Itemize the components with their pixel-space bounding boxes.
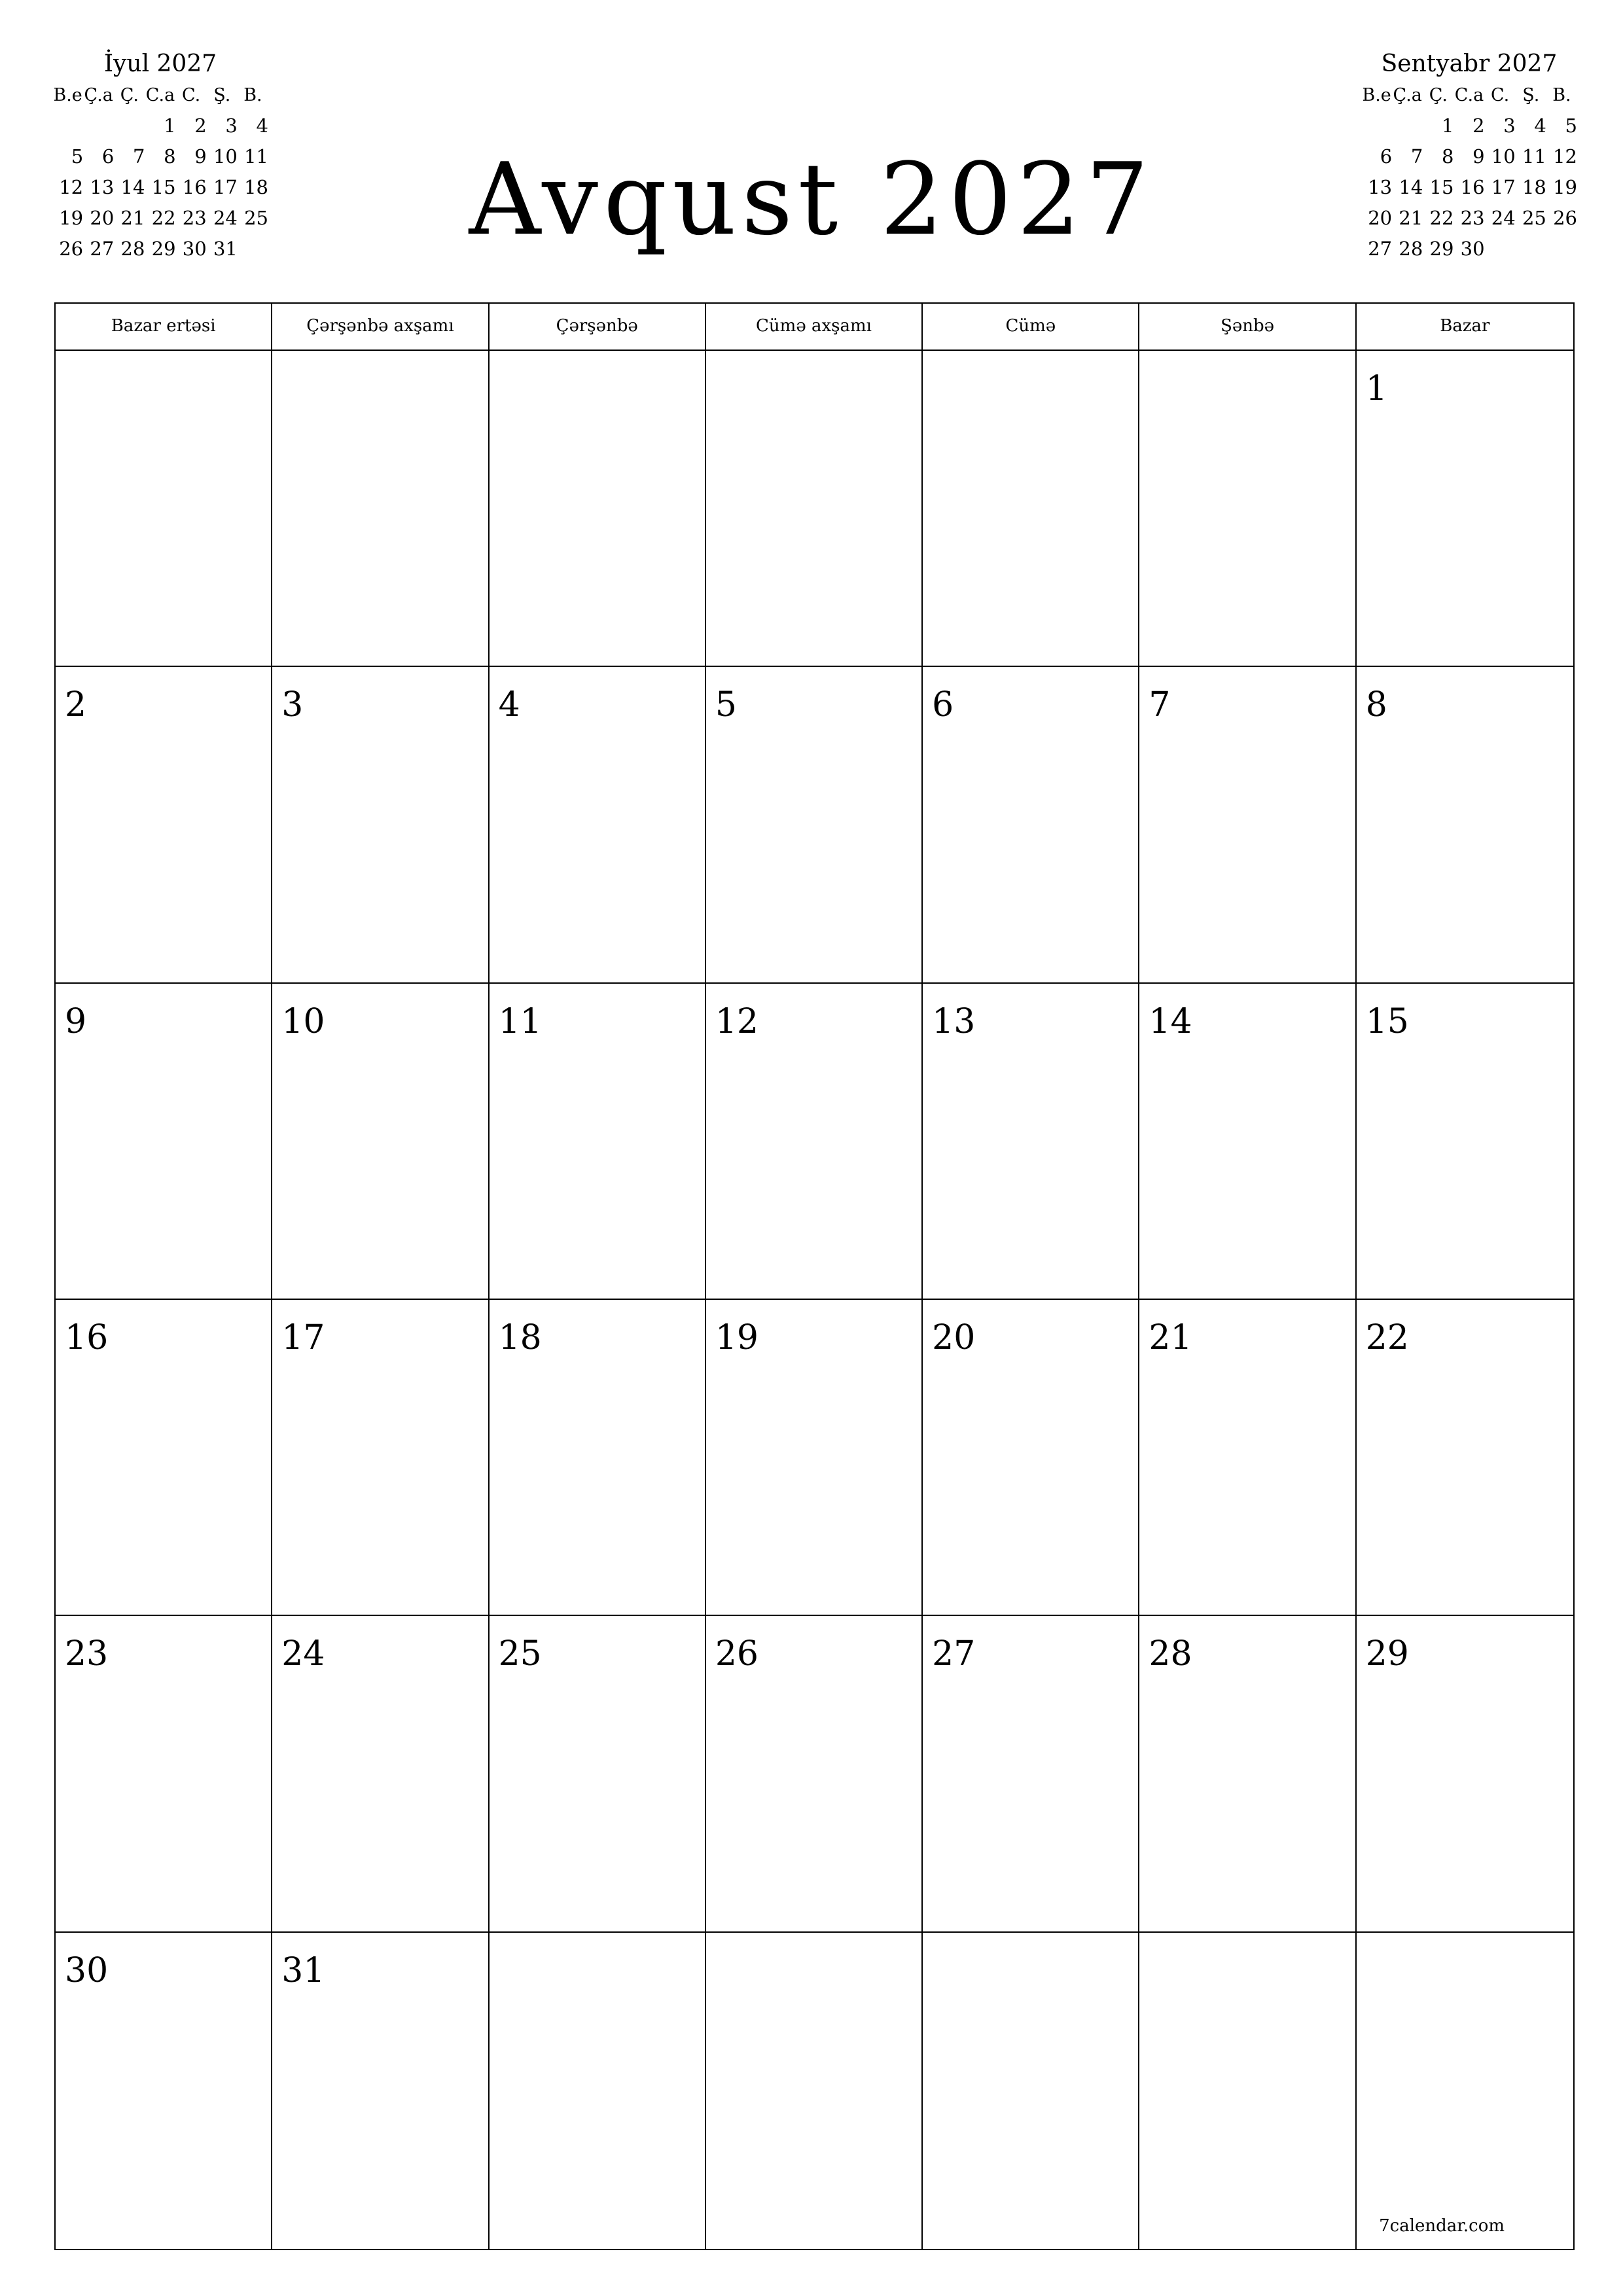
day-number: 8 [1365,685,1387,725]
mini-weekday-label: B. [1552,85,1571,105]
day-cell[interactable] [923,1933,1139,2249]
day-cell[interactable] [490,351,706,667]
day-cell[interactable] [272,1616,489,1932]
mini-day: 9 [194,145,207,168]
mini-day: 11 [244,145,268,168]
day-number: 30 [65,1950,109,1990]
mini-day: 16 [1460,176,1485,198]
day-cell[interactable] [923,351,1139,667]
day-cell[interactable] [923,1300,1139,1616]
mini-day: 10 [213,145,238,168]
day-number: 28 [1149,1634,1192,1674]
mini-day: 3 [1503,115,1516,137]
mini-weekday-label: C.a [145,85,175,105]
day-cell[interactable] [490,667,706,983]
day-number: 11 [498,1001,542,1041]
day-number: 21 [1149,1318,1192,1357]
mini-day: 12 [1553,145,1577,168]
mini-day: 23 [182,207,207,229]
mini-weekday-label: C. [181,85,201,105]
month-calendar [54,302,1575,2250]
mini-day: 9 [1472,145,1485,168]
mini-day: 21 [1399,207,1423,229]
mini-day: 8 [164,145,176,168]
day-cell[interactable] [1139,667,1356,983]
mini-day: 12 [59,176,84,198]
mini-day: 16 [182,176,207,198]
day-number: 1 [1365,369,1387,408]
mini-day: 5 [1565,115,1577,137]
day-number: 16 [65,1318,109,1357]
mini-day: 1 [164,115,176,137]
mini-day: 21 [120,207,145,229]
mini-weekday-label: Ş. [213,85,231,105]
mini-day: 7 [132,145,145,168]
mini-weekday-label: Ç. [120,85,139,105]
day-cell[interactable] [1139,984,1356,1300]
mini-day: 1 [1441,115,1454,137]
day-number: 27 [932,1634,976,1674]
mini-day: 13 [90,176,115,198]
mini-day: 23 [1460,207,1485,229]
day-cell[interactable] [56,1933,272,2249]
mini-day: 13 [1368,176,1393,198]
day-cell[interactable] [706,984,923,1300]
calendar-grid [56,351,1573,2249]
mini-day: 2 [1472,115,1485,137]
day-number: 10 [281,1001,325,1041]
weekday-header: Cümə [923,304,1139,350]
day-number: 4 [498,685,520,725]
day-cell[interactable] [1357,1300,1573,1616]
day-cell[interactable] [1139,1933,1356,2249]
mini-day: 17 [1491,176,1516,198]
mini-day: 26 [1553,207,1577,229]
mini-calendar-grid [1361,80,1577,264]
mini-day: 14 [1399,176,1423,198]
mini-day [52,111,83,141]
day-cell[interactable] [272,667,489,983]
mini-day: 26 [59,238,84,260]
mini-day: 24 [1491,207,1516,229]
day-cell[interactable] [56,1616,272,1932]
day-number: 14 [1149,1001,1192,1041]
weekday-header: Cümə axşamı [706,304,923,350]
day-cell[interactable] [706,1616,923,1932]
mini-day: 27 [1368,238,1393,260]
mini-day: 4 [256,115,268,137]
day-number: 6 [932,685,954,725]
weekday-header: Çərşənbə [490,304,706,350]
mini-day: 29 [1429,238,1454,260]
mini-day: 6 [1380,145,1393,168]
mini-day: 2 [194,115,207,137]
day-cell[interactable] [490,1300,706,1616]
day-number: 31 [281,1950,325,1990]
day-cell[interactable] [490,1616,706,1932]
footer-brand: 7calendar.com [1379,2216,1505,2236]
day-cell[interactable] [272,351,489,667]
mini-day: 19 [1553,176,1577,198]
day-cell[interactable] [56,984,272,1300]
mini-weekday-label: Ç. [1429,85,1448,105]
weekday-header: Çərşənbə axşamı [272,304,489,350]
mini-day: 14 [120,176,145,198]
mini-day: 30 [1460,238,1485,260]
mini-day: 18 [244,176,268,198]
mini-day: 15 [151,176,176,198]
day-cell[interactable] [490,984,706,1300]
mini-weekday-label: C.a [1454,85,1484,105]
mini-day [1361,111,1392,141]
day-cell[interactable] [706,1300,923,1616]
day-number: 26 [715,1634,759,1674]
day-cell[interactable] [1139,351,1356,667]
day-cell[interactable] [56,1300,272,1616]
day-number: 3 [281,685,304,725]
mini-day [1392,111,1423,141]
day-number: 19 [715,1318,759,1357]
mini-day: 30 [182,238,207,260]
mini-calendar-title: Sentyabr 2027 [1381,50,1558,77]
day-cell[interactable] [1357,667,1573,983]
day-number: 23 [65,1634,109,1674]
day-number: 22 [1365,1318,1409,1357]
mini-day: 28 [120,238,145,260]
mini-day: 15 [1429,176,1454,198]
day-cell[interactable] [1357,1933,1573,2249]
mini-day: 10 [1491,145,1516,168]
day-number: 18 [498,1318,542,1357]
day-number: 20 [932,1318,976,1357]
day-cell[interactable] [923,667,1139,983]
mini-calendar-grid [52,80,268,264]
day-number: 9 [65,1001,87,1041]
mini-day: 31 [213,238,238,260]
mini-day: 6 [101,145,115,168]
day-cell[interactable] [1139,1300,1356,1616]
mini-calendar-previous [52,48,268,264]
day-number: 12 [715,1001,759,1041]
day-number: 5 [715,685,737,725]
day-cell[interactable] [1139,1616,1356,1932]
mini-calendar-title: İyul 2027 [103,50,217,77]
mini-weekday-label: B.e [53,85,82,105]
weekday-header: Bazar [1440,316,1490,336]
mini-day [114,111,145,141]
mini-day: 11 [1522,145,1546,168]
mini-day: 4 [1534,115,1546,137]
day-cell[interactable] [1357,351,1573,667]
mini-day: 20 [90,207,115,229]
day-cell[interactable] [706,1933,923,2249]
day-number: 2 [65,685,87,725]
mini-weekday-label: B. [243,85,262,105]
mini-day: 24 [213,207,238,229]
day-cell[interactable] [56,351,272,667]
mini-day: 19 [59,207,84,229]
mini-day: 20 [1368,207,1393,229]
mini-day: 5 [71,145,84,168]
mini-day: 3 [225,115,238,137]
day-cell[interactable] [1357,1616,1573,1932]
mini-day [83,111,114,141]
weekday-header-row [56,304,1573,351]
day-number: 17 [281,1318,325,1357]
mini-day: 27 [90,238,115,260]
day-cell[interactable] [272,1933,489,2249]
mini-day: 28 [1399,238,1423,260]
mini-day: 7 [1410,145,1423,168]
mini-calendar-next [1361,48,1577,264]
day-cell[interactable] [706,667,923,983]
mini-weekday-label: C. [1490,85,1510,105]
day-cell[interactable] [1357,984,1573,1300]
mini-day: 25 [244,207,268,229]
day-cell[interactable] [923,1616,1139,1932]
page-title: Avqust 2027 [469,141,1154,257]
day-cell[interactable] [272,1300,489,1616]
day-cell[interactable] [923,984,1139,1300]
mini-weekday-label: Ç.a [84,85,113,105]
mini-day: 22 [1429,207,1454,229]
day-number: 15 [1365,1001,1409,1041]
day-number: 24 [281,1634,325,1674]
day-number: 29 [1365,1634,1409,1674]
day-cell[interactable] [56,667,272,983]
day-cell[interactable] [706,351,923,667]
mini-weekday-label: Ç.a [1393,85,1422,105]
mini-day: 18 [1522,176,1546,198]
mini-day: 22 [151,207,176,229]
mini-weekday-label: Ş. [1522,85,1540,105]
day-number: 13 [932,1001,976,1041]
mini-day: 8 [1441,145,1454,168]
weekday-header: Şənbə [1139,304,1356,350]
day-number: 25 [498,1634,542,1674]
mini-weekday-label: B.e [1362,85,1391,105]
day-number: 7 [1149,685,1171,725]
weekday-header: Bazar ertəsi [56,304,272,350]
day-cell[interactable] [272,984,489,1300]
mini-day: 29 [151,238,176,260]
mini-day: 17 [213,176,238,198]
mini-day: 25 [1522,207,1546,229]
day-cell[interactable] [490,1933,706,2249]
